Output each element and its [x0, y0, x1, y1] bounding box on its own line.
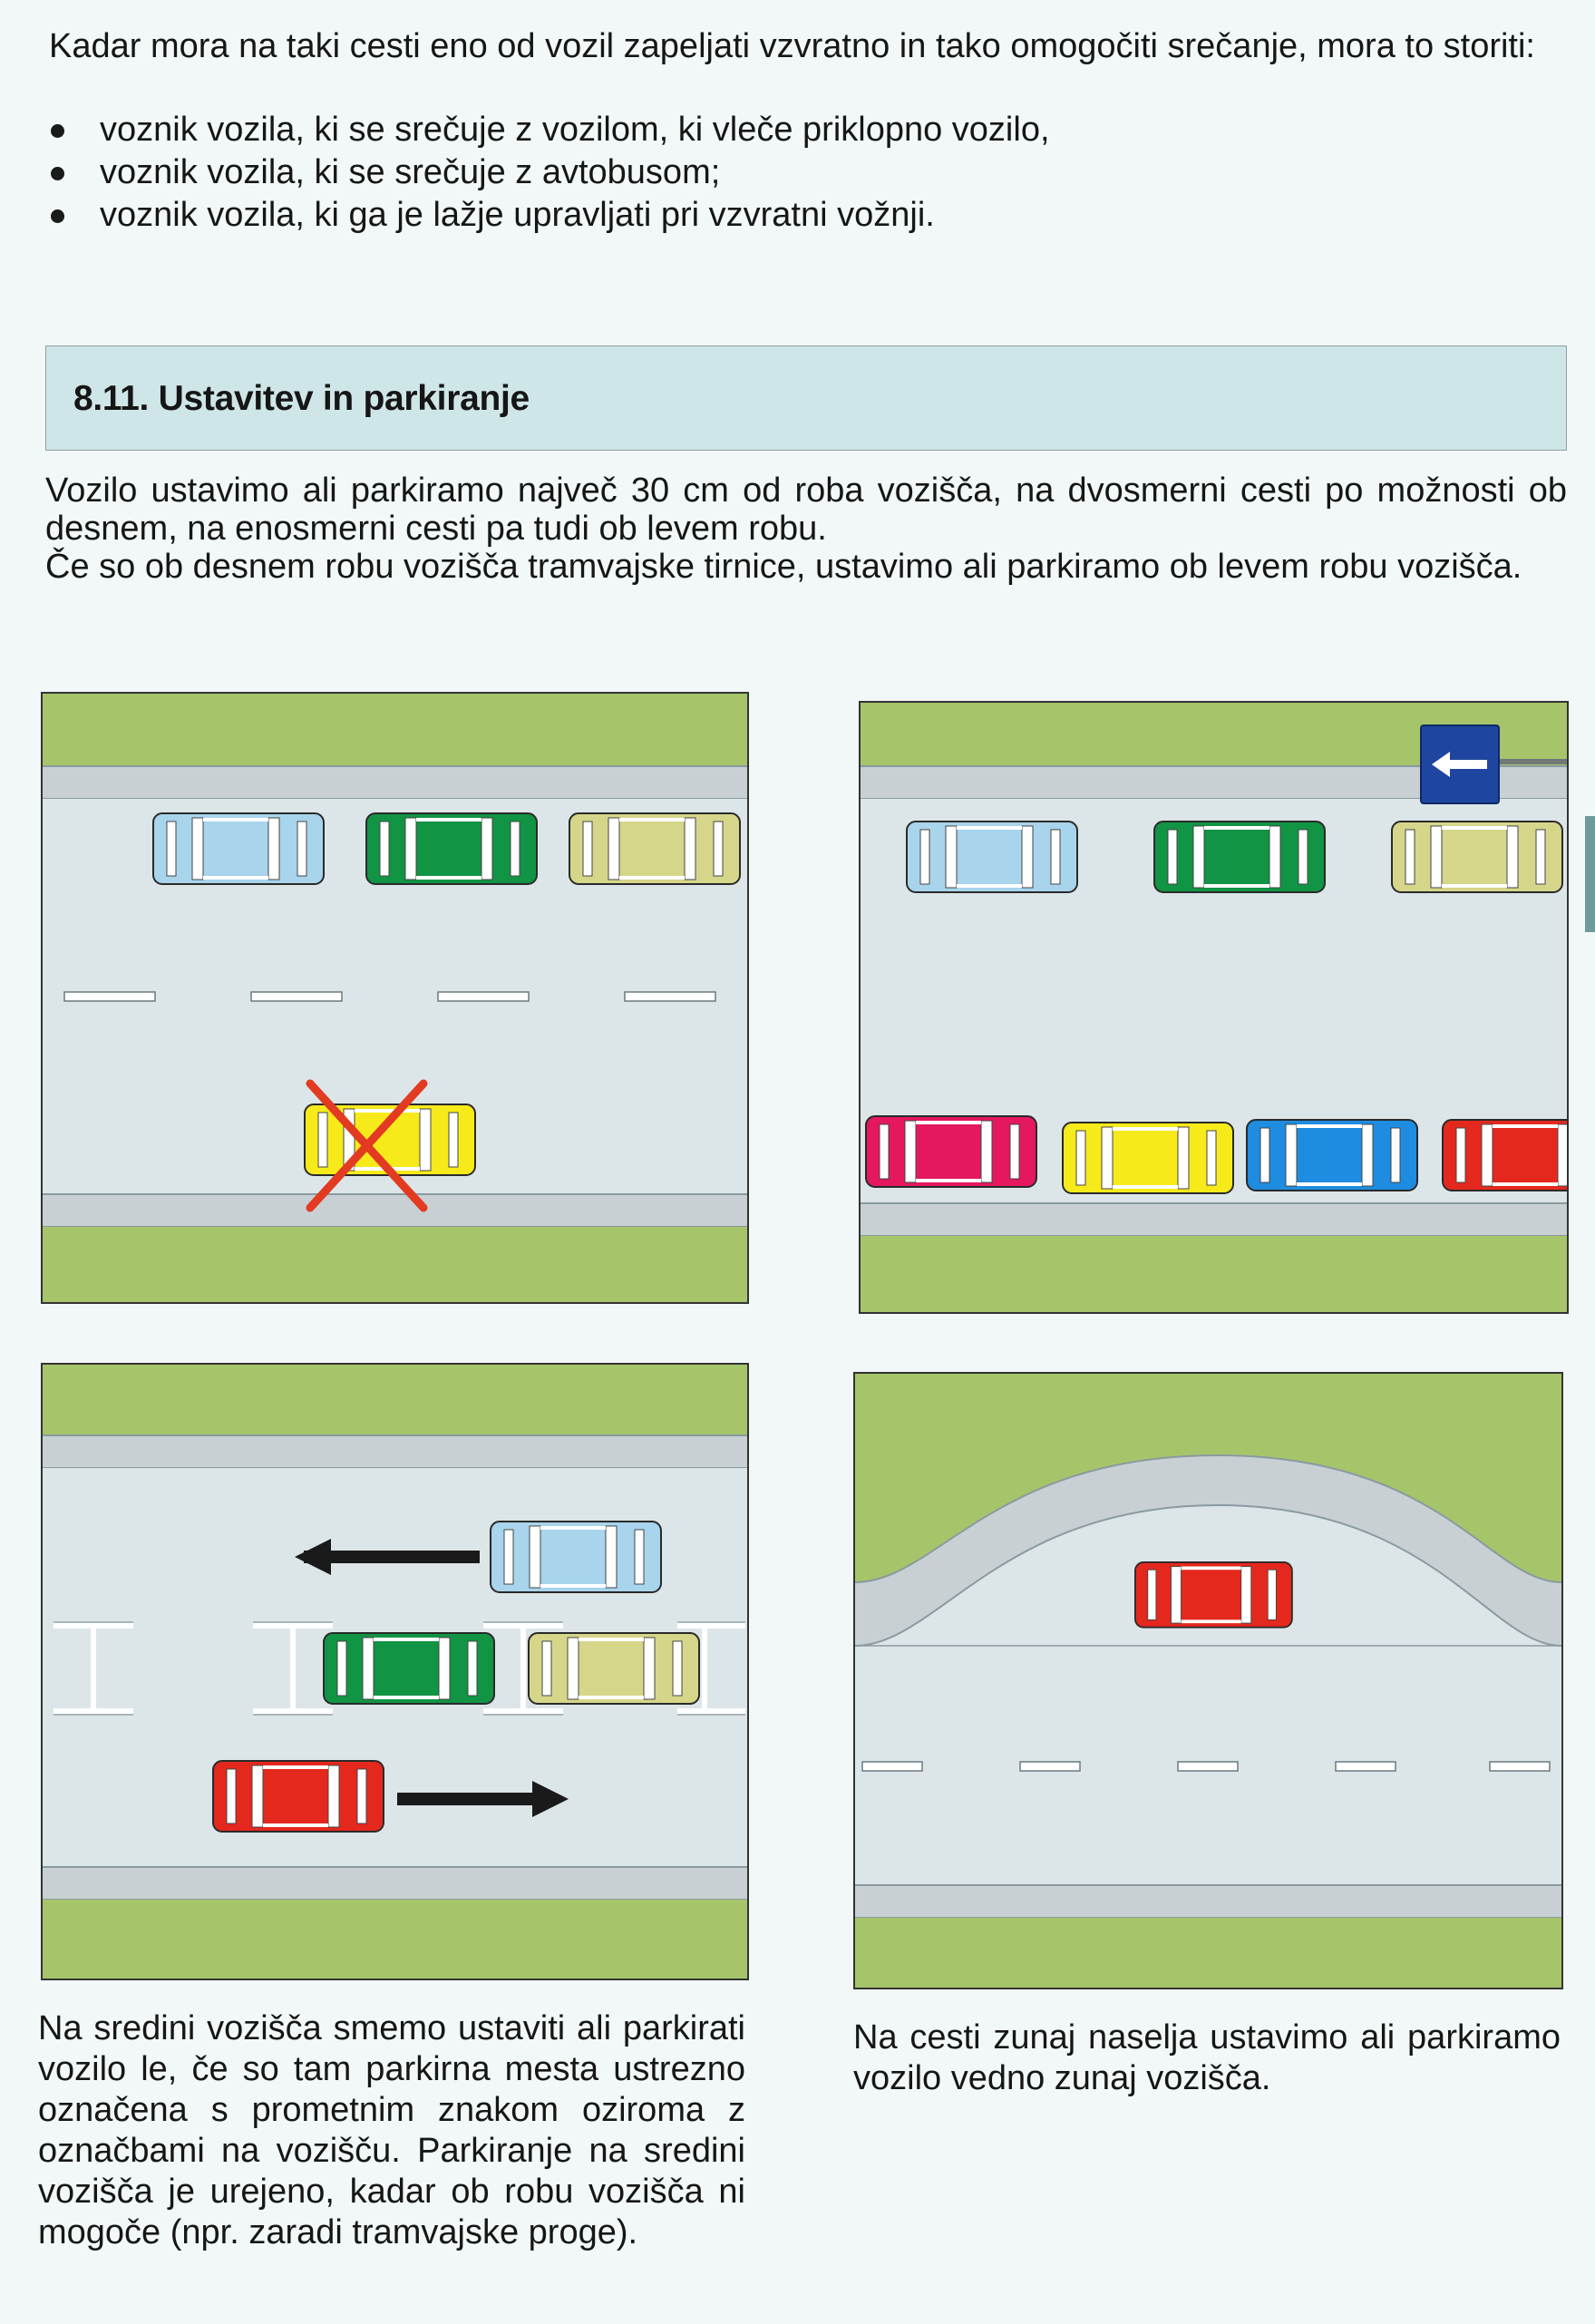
- car-red: [1135, 1562, 1292, 1628]
- diagram-panel-bottom-right: [853, 1372, 1563, 1989]
- caption-bottom-right: Na cesti zunaj naselja ustavimo ali parkiramo vozilo vedno zunaj vozišča.: [853, 2018, 1561, 2097]
- diagram-panel-top-left: [41, 692, 749, 1304]
- grass-strip: [855, 1918, 1561, 1988]
- diagram-panel-top-right: [859, 701, 1569, 1314]
- body-paragraph: [45, 472, 1567, 586]
- sidewalk: [43, 1194, 747, 1227]
- grass-strip: [43, 1365, 747, 1435]
- car-yellow: [1063, 1123, 1233, 1193]
- diagram-panel-bottom-left: [41, 1363, 749, 1980]
- car-blue: [1247, 1120, 1417, 1191]
- section-title: 8.11. Ustavitev in parkiranje: [73, 379, 530, 418]
- intro-text: Kadar mora na taki cesti eno od vozil zapeljati vzvratno in tako omogočiti srečanje, mora to storiti:: [49, 27, 1535, 65]
- paragraph-line-1: Vozilo ustavimo ali parkiramo največ 30 cm od roba vozišča, na dvosmerni cesti po možnosti ob desnem, na enosmerni cesti pa tudi ob levem robu.: [45, 472, 1567, 548]
- sidewalk: [43, 1867, 747, 1900]
- sidewalk: [855, 1885, 1561, 1918]
- paragraph-line-2: Če so ob desnem robu vozišča tramvajske tirnice, ustavimo ali parkiramo ob levem robu vozišča.: [45, 548, 1522, 586]
- car-red: [1443, 1120, 1567, 1191]
- car-light-blue: [153, 813, 324, 884]
- car-light-blue: [491, 1522, 661, 1592]
- bullet-item: voznik vozila, ki ga je lažje upravljati pri vzvratni vožnji.: [49, 194, 1572, 237]
- car-magenta: [866, 1116, 1036, 1187]
- car-khaki: [569, 813, 740, 884]
- bullet-dot-icon: [51, 167, 64, 180]
- car-khaki: [529, 1633, 699, 1704]
- car-khaki: [1392, 822, 1562, 892]
- car-light-blue: [907, 822, 1077, 892]
- grass-strip: [43, 694, 747, 766]
- bullet-item: voznik vozila, ki se srečuje z avtobusom;: [49, 151, 1572, 194]
- bullet-dot-icon: [51, 209, 64, 223]
- intro-bullet-list: [49, 109, 1572, 237]
- car-red: [213, 1761, 384, 1832]
- section-header: [45, 345, 1567, 451]
- bullet-item: voznik vozila, ki se srečuje z vozilom, ki vleče priklopno vozilo,: [49, 109, 1572, 151]
- grass-strip: [861, 1236, 1567, 1312]
- grass-strip: [43, 1900, 747, 1979]
- bullet-dot-icon: [51, 124, 64, 138]
- sidewalk: [861, 1203, 1567, 1236]
- car-green: [324, 1633, 494, 1704]
- grass-strip: [43, 1227, 747, 1302]
- sidewalk: [43, 1435, 747, 1468]
- sidewalk: [43, 766, 747, 799]
- caption-bottom-left: Na sredini vozišča smemo ustaviti ali parkirati vozilo le, če so tam parkirna mesta ustrezno označena s prometnim znakom oziroma z označbami na vozišču. Parkiranje na sredini vozišča je urejeno, kadar ob robu vozišča ni mogoče (npr. zaradi tramvajske proge).: [38, 2009, 745, 2251]
- page-edge-tab: [1585, 816, 1595, 932]
- car-green: [1154, 822, 1325, 892]
- car-green: [366, 813, 537, 884]
